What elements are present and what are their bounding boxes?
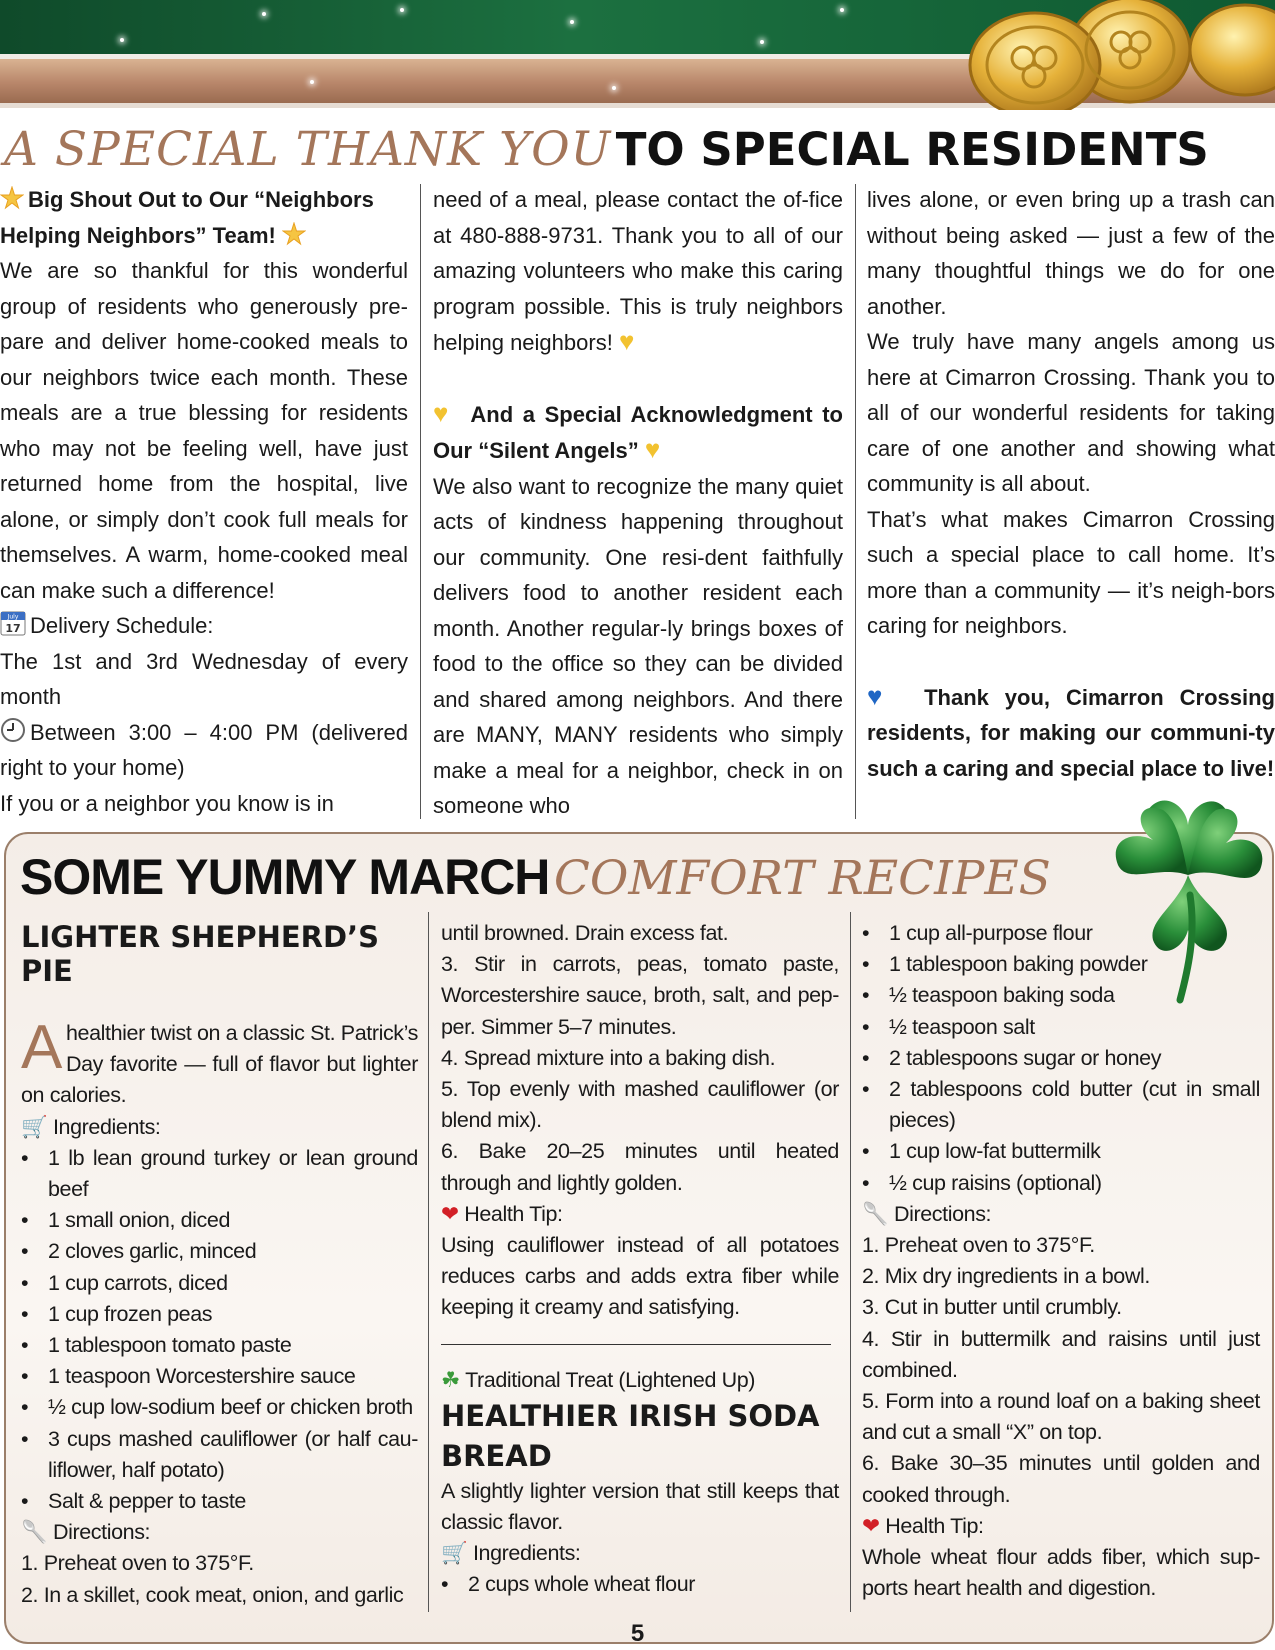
ingredient-item: • 1 tablespoon baking powder: [862, 949, 1260, 980]
ingredient-item: • 2 cups whole wheat flour: [441, 1569, 839, 1600]
recipe2-tip: Whole wheat flour adds fiber, which sup-ports heart health and digestion.: [862, 1545, 1260, 1601]
sparkle-icon: [840, 8, 844, 12]
ingredient-item: • 3 cups mashed cauliflower (or half cau-liflower, half potato): [21, 1424, 418, 1486]
contact-start: If you or a neighbor you know is in: [0, 790, 334, 816]
heart-icon: ❤: [862, 1513, 880, 1538]
ingredient-item: • 1 cup low-fat buttermilk: [862, 1136, 1260, 1167]
silent-angels-heading: And a Special Acknowledgment to Our “Silent Angels”: [433, 401, 844, 463]
recipes-title-script: COMFORT RECIPES: [553, 851, 1051, 906]
column-2: [433, 182, 843, 824]
delivery-time: Between 3:00 – 4:00 PM (delivered right to your home): [0, 719, 408, 780]
recipe-separator: [441, 1344, 831, 1345]
direction-step: 6. Bake 20–25 minutes until heated through and lightly golden.: [441, 1139, 839, 1195]
clover-icon: ☘: [441, 1367, 460, 1392]
direction-step: 5. Form into a round loaf on a baking sheet and cut a small “X” on top.: [862, 1389, 1260, 1445]
angels-continued: lives alone, or even bring up a trash can without being asked — just a few of the many thoughtful things we do for one another.: [867, 187, 1275, 319]
section-title-thank-you: [4, 122, 1274, 182]
ingredient-item: • 2 cloves garlic, minced: [21, 1236, 418, 1267]
thank-you-columns: [0, 182, 1275, 822]
ingredient-item: • 1 tablespoon tomato paste: [21, 1330, 418, 1361]
ingredient-item: • 1 cup carrots, diced: [21, 1268, 418, 1299]
ingredient-item: • 1 cup frozen peas: [21, 1299, 418, 1330]
recipe1-tip: Using cauliflower instead of all potatoes reduces carbs and adds extra fiber while keeping it creamy and satisfying.: [441, 1233, 839, 1320]
spoon-icon: 🥄: [21, 1520, 48, 1545]
ingredient-item: • 1 small onion, diced: [21, 1205, 418, 1236]
sparkle-icon: [262, 12, 266, 16]
silent-angels-body: We also want to recognize the many quiet acts of kindness happening throughout our community. One resi-dent faithfully delivers food to another resident each month. Another regular-ly brings boxes of food to the office so they can be divided and shared among neighbors. And there are MANY, MANY residents who simply make a meal for a neighbor, check in on someone who: [433, 473, 843, 818]
recipe2-title: HEALTHIER IRISH SODA BREAD: [441, 1398, 820, 1473]
yellow-heart-icon: ♥: [644, 434, 661, 464]
recipe-column-2: [441, 918, 839, 1601]
delivery-days: The 1st and 3rd Wednesday of every month: [0, 648, 408, 709]
shout-out-body: We are so thankful for this wonderful group of residents who generously pre-pare and deliver home-cooked meals to our neighbors twice each month. These meals are a true blessing for residents who may not be feeling well, have just returned home from the hospital, live alone, or simply don’t cook full meals for themselves. A warm, home-cooked meal can make such a difference!: [0, 258, 408, 603]
recipe2-intro: A slightly lighter version that still keeps that classic flavor.: [441, 1478, 839, 1535]
recipe2-kicker: Traditional Treat (Lightened Up): [465, 1367, 756, 1392]
title-script-part: A SPECIAL THANK YOU: [4, 122, 612, 177]
recipe1-directions-label: Directions:: [52, 1520, 151, 1545]
recipe1-ingredients-label: Ingredients:: [52, 1114, 161, 1139]
drop-cap: A: [21, 1013, 62, 1082]
cart-icon: 🛒: [21, 1114, 48, 1139]
column-divider: [855, 184, 856, 819]
clock-icon: [0, 717, 26, 743]
recipe2-ingredients-label: Ingredients:: [472, 1541, 581, 1566]
recipe1-title: LIGHTER SHEPHERD’S PIE: [21, 920, 379, 988]
calendar-icon: [0, 610, 26, 636]
recipe-column-divider: [428, 912, 429, 1612]
direction-step: 1. Preheat oven to 375°F.: [862, 1233, 1095, 1258]
recipe2-directions-label: Directions:: [893, 1201, 992, 1226]
recipe-column-3: [862, 918, 1260, 1604]
blue-heart-icon: ♥: [867, 680, 893, 711]
recipe1-tip-label: Health Tip:: [464, 1201, 563, 1226]
ingredient-item: • Salt & pepper to taste: [21, 1486, 418, 1517]
direction-step-cont: until browned. Drain excess fat.: [441, 921, 729, 945]
sparkle-icon: [400, 8, 404, 12]
ingredient-item: • 1 lb lean ground turkey or lean ground beef: [21, 1143, 418, 1205]
column-3: [867, 182, 1275, 786]
recipes-title-bold: SOME YUMMY MARCH: [20, 849, 550, 905]
direction-step: 6. Bake 30–35 minutes until golden and cooked through.: [862, 1451, 1260, 1507]
calendar-day: 17: [5, 622, 21, 635]
gold-coins-icon: [885, 0, 1275, 110]
column-1: [0, 182, 408, 821]
shout-out-heading: Big Shout Out to Our “Neighbors Helping Neighbors” Team!: [0, 187, 374, 248]
direction-step: 2. Mix dry ingredients in a bowl.: [862, 1264, 1150, 1289]
direction-step: 3. Cut in butter until crumbly.: [862, 1295, 1122, 1320]
ingredient-item: • ½ cup low-sodium beef or chicken broth: [21, 1392, 418, 1423]
star-icon: [282, 222, 306, 246]
cart-icon: 🛒: [441, 1541, 468, 1566]
ingredient-item: • 1 teaspoon Worcestershire sauce: [21, 1361, 418, 1392]
title-bold-part: TO SPECIAL RESIDENTS: [615, 123, 1209, 176]
direction-step: 4. Stir in buttermilk and raisins until just combined.: [862, 1326, 1260, 1382]
ingredient-item: • ½ teaspoon salt: [862, 1012, 1260, 1043]
closing-thanks: Thank you, Cimarron Crossing residents, for making our communi-ty such a caring and special place to live!: [867, 684, 1275, 781]
angels-paragraph-2: We truly have many angels among us here at Cimarron Crossing. Thank you to all of our wonderful residents for taking care of one another and showing what community is all about.: [867, 329, 1275, 496]
page-number: 5: [630, 1620, 645, 1647]
ingredient-item: • 2 tablespoons sugar or honey: [862, 1043, 1260, 1074]
calendar-month: July: [7, 613, 19, 621]
recipe2-tip-label: Health Tip:: [885, 1513, 984, 1538]
spoon-icon: 🥄: [862, 1201, 889, 1226]
ingredient-item: • 1 cup all-purpose flour: [862, 918, 1260, 949]
sparkle-icon: [612, 86, 616, 90]
yellow-heart-icon: ♥: [433, 397, 452, 428]
yellow-heart-icon: ♥: [618, 326, 635, 356]
ingredient-item: • 2 tablespoons cold butter (cut in small pieces): [862, 1074, 1260, 1136]
sparkle-icon: [760, 40, 764, 44]
direction-step: 5. Top evenly with mashed cauliflower (or blend mix).: [441, 1077, 839, 1133]
direction-step: 4. Spread mixture into a baking dish.: [441, 1045, 776, 1070]
header-banner: [0, 0, 1275, 110]
sparkle-icon: [310, 80, 314, 84]
direction-step: 1. Preheat oven to 375°F.: [21, 1551, 254, 1576]
ingredient-item: • ½ teaspoon baking soda: [862, 980, 1260, 1011]
direction-step-split: 2. In a skillet, cook meat, onion, and garlic: [21, 1582, 404, 1607]
star-icon: [0, 186, 24, 210]
column-divider: [420, 184, 421, 819]
sparkle-icon: [120, 38, 124, 42]
delivery-schedule-label: Delivery Schedule:: [30, 613, 214, 638]
ingredient-item: • ½ cup raisins (optional): [862, 1168, 1260, 1199]
sparkle-icon: [570, 20, 574, 24]
recipe-column-divider: [850, 912, 851, 1612]
recipe1-intro: healthier twist on a classic St. Patrick’s Day favorite — full of flavor but lighter on calories.: [21, 1021, 418, 1108]
angels-paragraph-3: That’s what makes Cimarron Crossing such a special place to call home. It’s more than a community — it’s neigh-bors caring for neighbors.: [867, 506, 1275, 638]
section-title-recipes: [20, 848, 1051, 906]
recipe-column-1: [21, 920, 418, 1611]
direction-step: 3. Stir in carrots, peas, tomato paste, Worcestershire sauce, broth, salt, and pep-per. Simmer 5–7 minutes.: [441, 952, 839, 1039]
contact-text: need of a meal, please contact the of-fice at 480-888-9731. Thank you to all of our amazing volunteers who make this caring program possible. This is truly neighbors helping neighbors!: [433, 187, 843, 355]
heart-icon: ❤: [441, 1201, 459, 1226]
